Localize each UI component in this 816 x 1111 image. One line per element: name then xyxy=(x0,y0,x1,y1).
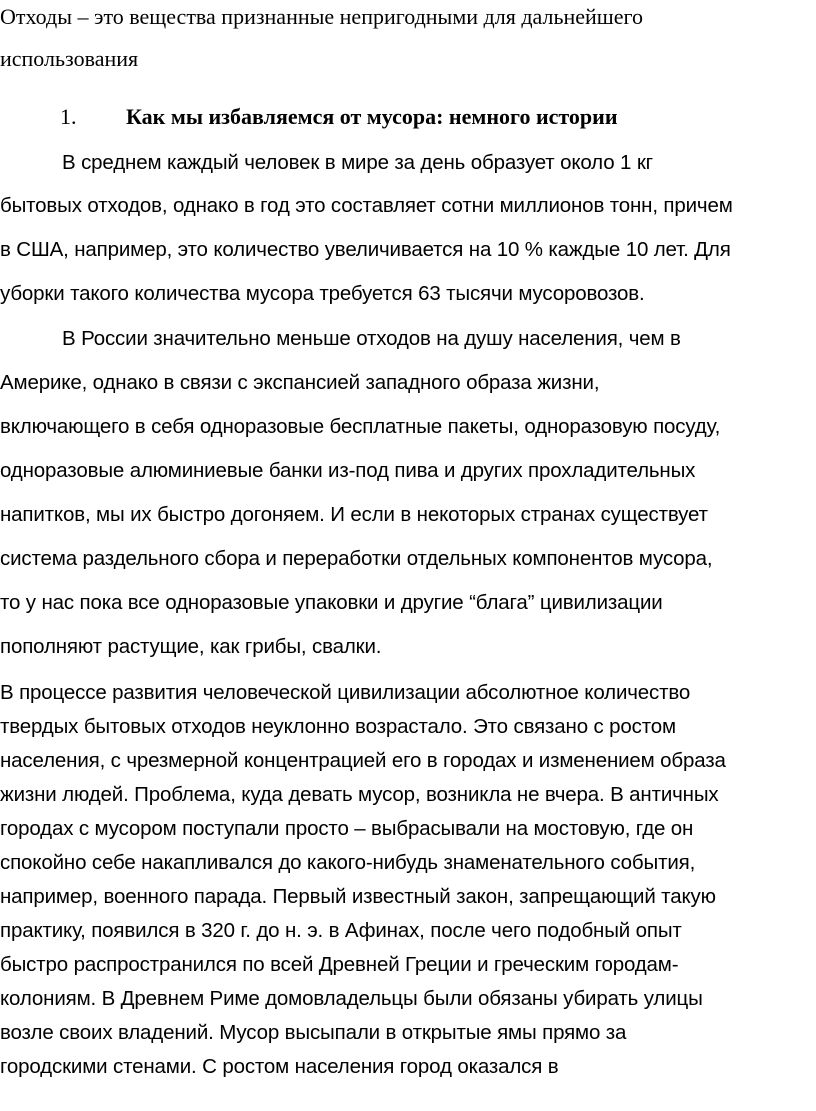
paragraph-1-line: В среднем каждый человек в мире за день образует около 1 кг xyxy=(62,151,653,174)
paragraph-2-line: одноразовые алюминиевые банки из-под пива и других прохладительных xyxy=(0,459,696,482)
paragraph-2-line: включающего в себя одноразовые бесплатные пакеты, одноразовую посуду, xyxy=(0,415,721,438)
section-title: Как мы избавляемся от мусора: немного истории xyxy=(126,104,618,129)
paragraph-1-line: уборки такого количества мусора требуется 63 тысячи мусоровозов. xyxy=(0,282,645,305)
intro-line-2: использования xyxy=(0,46,139,71)
paragraph-3-line: городах с мусором поступали просто – выбрасывали на мостовую, где он xyxy=(0,817,694,840)
paragraph-1-line: в США, например, это количество увеличивается на 10 % каждые 10 лет. Для xyxy=(0,238,731,261)
paragraph-2-line: В России значительно меньше отходов на душу населения, чем в xyxy=(62,327,681,350)
paragraph-2-line: пополняют растущие, как грибы, свалки. xyxy=(0,635,382,658)
paragraph-3-line: жизни людей. Проблема, куда девать мусор, возникла не вчера. В античных xyxy=(0,783,719,806)
paragraph-3-line: колониям. В Древнем Риме домовладельцы были обязаны убирать улицы xyxy=(0,987,703,1010)
paragraph-2-line: система раздельного сбора и переработки отдельных компонентов мусора, xyxy=(0,547,713,570)
paragraph-3-line: В процессе развития человеческой цивилизации абсолютное количество xyxy=(0,681,691,704)
section-heading xyxy=(60,103,618,131)
paragraph-3-line: спокойно себе накапливался до какого-нибудь знаменательного события, xyxy=(0,851,696,874)
paragraph-3-line: например, военного парада. Первый известный закон, запрещающий такую xyxy=(0,885,716,908)
paragraph-3-line: городскими стенами. С ростом населения город оказался в xyxy=(0,1055,559,1078)
paragraph-2-line: то у нас пока все одноразовые упаковки и другие “блага” цивилизации xyxy=(0,591,663,614)
paragraph-3-line: населения, с чрезмерной концентрацией его в городах и изменением образа xyxy=(0,749,726,772)
paragraph-1-line: бытовых отходов, однако в год это составляет сотни миллионов тонн, причем xyxy=(0,194,733,217)
paragraph-2-line: Америке, однако в связи с экспансией западного образа жизни, xyxy=(0,371,600,394)
paragraph-3-line: возле своих владений. Мусор высыпали в открытые ямы прямо за xyxy=(0,1021,627,1044)
paragraph-3-line: твердых бытовых отходов неуклонно возрастало. Это связано с ростом xyxy=(0,715,676,738)
section-number: 1. xyxy=(60,104,77,129)
paragraph-3-line: практику, появился в 320 г. до н. э. в Афинах, после чего подобный опыт xyxy=(0,919,682,942)
paragraph-2-line: напитков, мы их быстро догоняем. И если в некоторых странах существует xyxy=(0,503,708,526)
paragraph-3-line: быстро распространился по всей Древней Греции и греческим городам- xyxy=(0,953,679,976)
intro-line-1: Отходы – это вещества признанные непригодными для дальнейшего xyxy=(0,4,643,29)
